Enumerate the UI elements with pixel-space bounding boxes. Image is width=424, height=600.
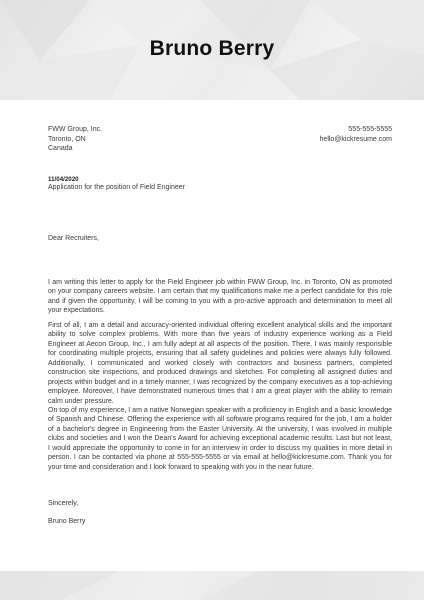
letter-subject: Application for the position of Field Engineer	[48, 184, 185, 191]
contact-email: hello@kickresume.com	[319, 135, 392, 143]
salutation: Dear Recruiters,	[48, 235, 99, 242]
body-paragraph-3: On top of my experience, I am a native Norwegian speaker with a proficiency in English and a basic knowledge of Spanish and Chinese. Offering the experience with all software programs required for the job, I am a holder of a bachelor's degree in Engineering from the Easter University. At the university, I was involved in multiple clubs and societies and I won the Dean's Award for achieving exceptional academic results. Last but not least, I would appreciate the opportunity to come in for an interview in order to discuss my qualities in more detail in person. I can be contacted via phone at 555-555-5555 or via email at hello@kickresume.com. Thank you for your time and consideration and I look forward to speaking with you in the near future.	[48, 407, 392, 471]
recipient-company: FWW Group, Inc.	[48, 126, 103, 133]
body-paragraph-1: I am writing this letter to apply for the Field Engineer job within FWW Group, Inc. in Toronto, ON as promoted on your company careers website. I am certain that my qualifications make me a perfect candidate for this role and if given the opportunity, I will be coming to you with a pro-active approach and determination to meet all your expectations.	[48, 279, 392, 315]
footer-pattern	[0, 571, 424, 600]
contact-phone: 555-555-5555	[348, 126, 392, 133]
recipient-address	[48, 125, 102, 154]
body-paragraph-2: First of all, I am a detail and accuracy-oriented individual offering excellent analytical skills and the important ability to solve complex problems. With more than five years of industry experience working as a Field Engineer at Aecon Group, Inc., I am fully adept at all aspects of the position. There, I was mainly responsible for coordinating multiple projects, ensuring that all safety guidelines and policies were always fully followed. Additionally, I communicated and worked closely with contractors and business partners, completed construction site inspections, and produced drawings and sketches. For completing all assigned duties and projects within budget and in a timely manner, I was recognized by the company executives as a top-achieving employee. Moreover, I have demonstrated numerous times that I am a great player with the ability to remain calm under pressure.	[48, 322, 392, 405]
contact-info	[320, 125, 392, 144]
header-banner	[0, 0, 424, 100]
closing: Sincerely,	[48, 500, 79, 507]
recipient-city: Toronto, ON	[48, 135, 86, 143]
signature-name: Bruno Berry	[48, 518, 86, 525]
letter-date: 11/04/2020	[48, 176, 79, 183]
applicant-name: Bruno Berry	[149, 37, 275, 60]
recipient-country: Canada	[48, 145, 73, 153]
footer-banner	[0, 571, 424, 600]
